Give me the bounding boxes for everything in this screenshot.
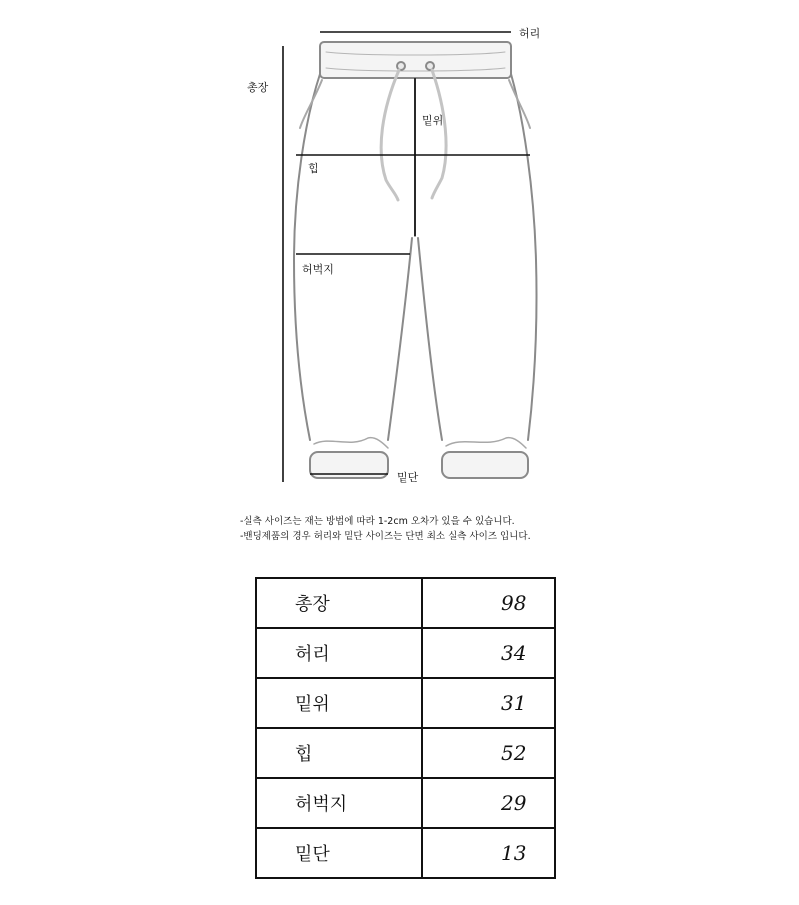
thigh-label: 허벅지 bbox=[302, 263, 334, 276]
table-row bbox=[256, 628, 555, 678]
size-label: 힙 bbox=[256, 728, 422, 778]
size-value: 31 bbox=[422, 678, 555, 728]
size-value: 29 bbox=[422, 778, 555, 828]
rise-label: 밑위 bbox=[422, 114, 444, 127]
size-label: 허벅지 bbox=[256, 778, 422, 828]
table-row bbox=[256, 828, 555, 878]
size-value: 13 bbox=[422, 828, 555, 878]
size-label: 밑위 bbox=[256, 678, 422, 728]
waist-label: 허리 bbox=[519, 27, 541, 40]
size-label: 총장 bbox=[256, 578, 422, 628]
size-value: 34 bbox=[422, 628, 555, 678]
note-line: -밴딩제품의 경우 허리와 밑단 사이즈는 단면 최소 실측 사이즈 입니다. bbox=[240, 531, 531, 542]
table-row bbox=[256, 728, 555, 778]
table-row bbox=[256, 578, 555, 628]
size-table bbox=[255, 577, 556, 879]
size-label: 밑단 bbox=[256, 828, 422, 878]
size-label: 허리 bbox=[256, 628, 422, 678]
size-value: 52 bbox=[422, 728, 555, 778]
total-length-label: 총장 bbox=[247, 81, 269, 94]
table-row bbox=[256, 678, 555, 728]
hip-label: 힙 bbox=[308, 162, 319, 175]
table-row bbox=[256, 778, 555, 828]
measurement-lines bbox=[283, 32, 530, 482]
size-value: 98 bbox=[422, 578, 555, 628]
hem-label: 밑단 bbox=[397, 471, 419, 484]
note-line: -실측 사이즈는 재는 방법에 따라 1-2cm 오차가 있을 수 있습니다. bbox=[240, 516, 515, 527]
measurement-notes bbox=[240, 514, 760, 544]
